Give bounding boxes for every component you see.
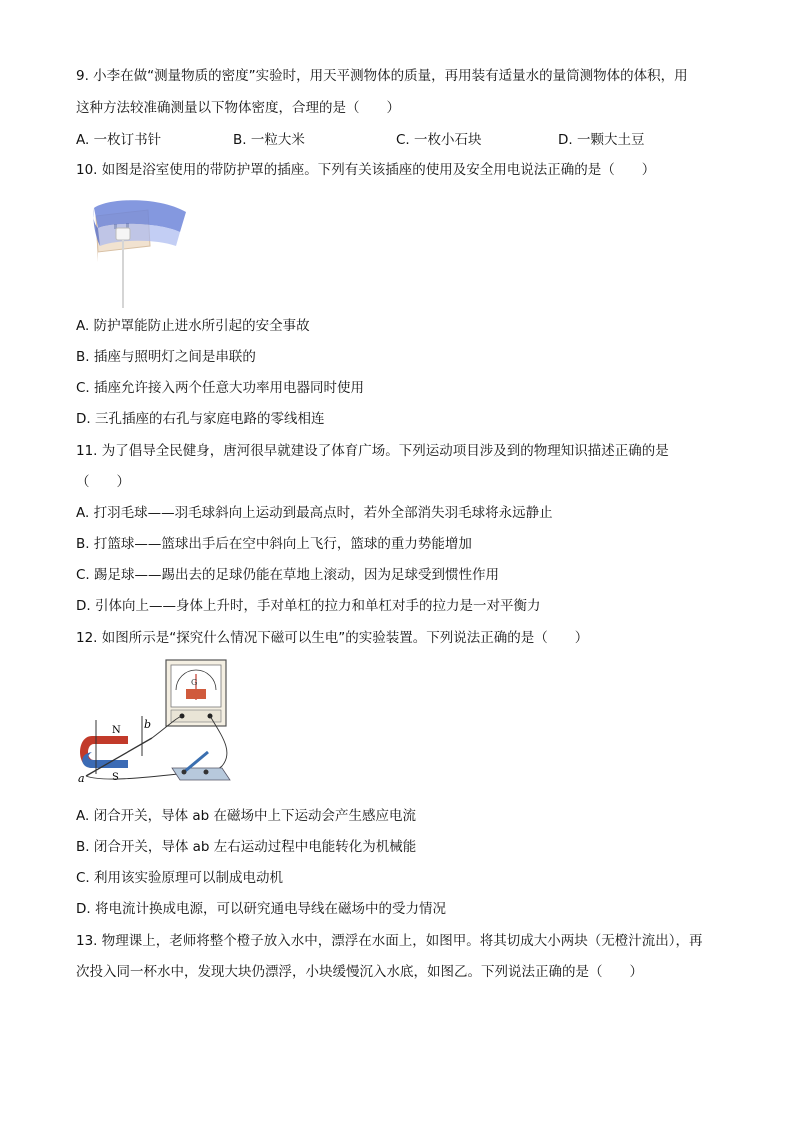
wire-a-to-switch [86, 774, 178, 779]
galvanometer-magnet [186, 689, 206, 699]
switch-contact [204, 770, 209, 775]
q11-stem-line1: 11. 为了倡导全民健身，唐河很早就建设了体育广场。下列运动项目涉及到的物理知识描述正确的是 [76, 443, 669, 459]
q13-stem-line2: 次投入同一杯水中，发现大块仍漂浮，小块缓慢沉入水底，如图乙。下列说法正确的是（ ） [76, 964, 643, 980]
electromagnetic-induction-figure [72, 656, 242, 788]
q10-option-b[interactable]: B. 插座与照明灯之间是串联的 [76, 349, 256, 365]
q9-option-b[interactable]: B. 一粒大米 [233, 132, 305, 148]
q9-option-a[interactable]: A. 一枚订书针 [76, 132, 162, 148]
q9-option-c[interactable]: C. 一枚小石块 [396, 132, 482, 148]
q12-option-c[interactable]: C. 利用该实验原理可以制成电动机 [76, 870, 284, 886]
q9-option-d[interactable]: D. 一颗大土豆 [558, 132, 645, 148]
q10-option-c[interactable]: C. 插座允许接入两个任意大功率用电器同时使用 [76, 380, 365, 396]
q11-stem-line2: （ ） [76, 474, 130, 490]
q11-option-a[interactable]: A. 打羽毛球——羽毛球斜向上运动到最高点时，若外全部消失羽毛球将永远静止 [76, 505, 553, 521]
plug [116, 228, 130, 240]
q10-stem: 10. 如图是浴室使用的带防护罩的插座。下列有关该插座的使用及安全用电说法正确的是（ ） [76, 162, 656, 178]
q11-option-d[interactable]: D. 引体向上——身体上升时，手对单杠的拉力和单杠对手的拉力是一对平衡力 [76, 598, 541, 614]
magnet-label-s: S [112, 772, 119, 783]
galvanometer-terminals-panel [171, 710, 221, 722]
q9-stem-line2: 这种方法较准确测量以下物体密度，合理的是（ ） [76, 100, 400, 116]
q12-stem: 12. 如图所示是“探究什么情况下磁可以生电”的实验装置。下列说法正确的是（ ） [76, 630, 589, 646]
socket-with-shield-figure [88, 198, 198, 310]
q12-option-a[interactable]: A. 闭合开关，导体 ab 在磁场中上下运动会产生感应电流 [76, 808, 417, 824]
q12-option-d[interactable]: D. 将电流计换成电源，可以研究通电导线在磁场中的受力情况 [76, 901, 446, 917]
q12-option-b[interactable]: B. 闭合开关，导体 ab 左右运动过程中电能转化为机械能 [76, 839, 417, 855]
q10-option-a[interactable]: A. 防护罩能防止进水所引起的安全事故 [76, 318, 310, 334]
q11-option-b[interactable]: B. 打篮球——篮球出手后在空中斜向上飞行，篮球的重力势能增加 [76, 536, 472, 552]
magnet-label-n: N [112, 725, 121, 736]
q13-stem-line1: 13. 物理课上，老师将整个橙子放入水中，漂浮在水面上，如图甲。将其切成大小两块（无橙汁流出），再 [76, 933, 703, 949]
switch-pivot [182, 770, 187, 775]
switch-base [172, 768, 230, 780]
conductor-label-b: b [144, 718, 152, 731]
q10-option-d[interactable]: D. 三孔插座的右孔与家庭电路的零线相连 [76, 411, 325, 427]
q11-option-c[interactable]: C. 踢足球——踢出去的足球仍能在草地上滚动，因为足球受到惯性作用 [76, 567, 500, 583]
galvanometer-label: G [191, 678, 198, 687]
q9-stem-line1: 9. 小李在做“测量物质的密度”实验时，用天平测物体的质量，再用装有适量水的量筒测物体的体积，用 [76, 68, 688, 84]
q9-options [76, 130, 726, 150]
conductor-label-a: a [78, 772, 85, 785]
